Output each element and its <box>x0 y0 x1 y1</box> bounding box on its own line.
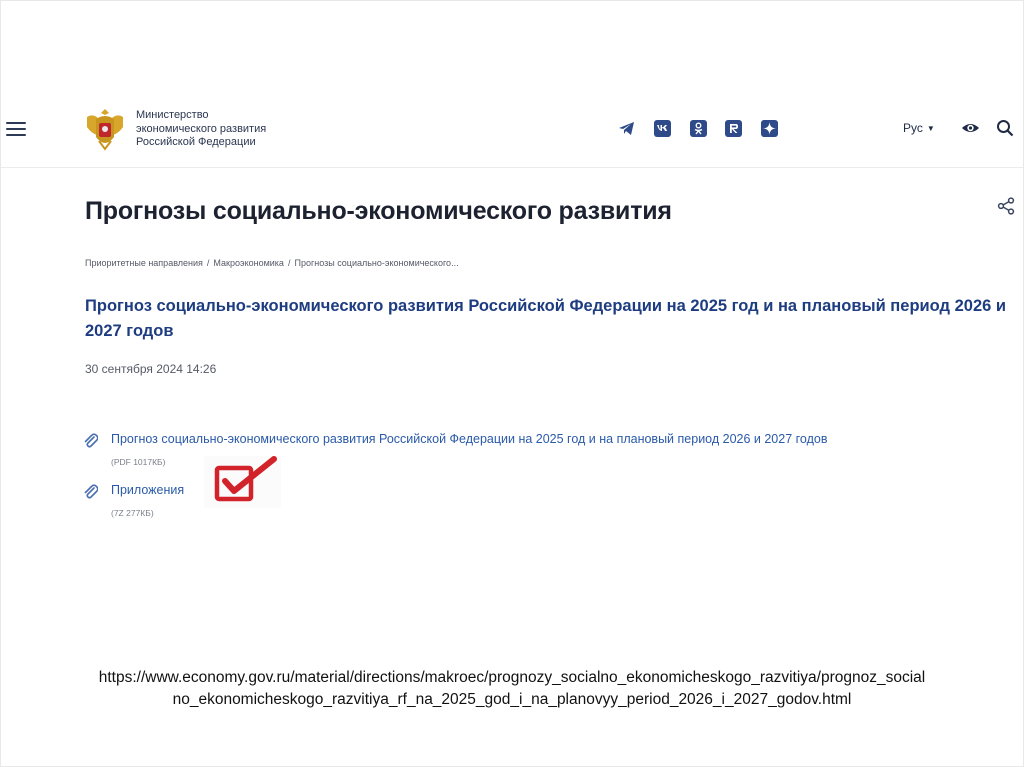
odnoklassniki-icon[interactable] <box>690 120 707 137</box>
telegram-icon[interactable] <box>618 120 635 137</box>
source-url-line-1: https://www.economy.gov.ru/material/directions/makroec/prognozy_socialno_ekonomicheskogo_razvitiya/prognoz_social <box>98 669 926 686</box>
breadcrumb-separator: / <box>206 258 210 268</box>
publication-date: 30 сентября 2024 14:26 <box>85 362 217 376</box>
breadcrumb <box>85 258 459 268</box>
ministry-name[interactable] <box>136 109 306 150</box>
page-title: Прогнозы социально-экономического развития <box>85 197 672 225</box>
share-icon[interactable] <box>997 197 1015 215</box>
eye-icon[interactable] <box>961 120 980 136</box>
breadcrumb-item-forecasts[interactable]: Прогнозы социально-экономического... <box>294 258 459 268</box>
ministry-name-line-1: Министерство <box>136 109 209 121</box>
source-url-line-2: no_ekonomicheskogo_razvitiya_rf_na_2025_god_i_na_planovyy_period_2026_i_2027_godov.html <box>172 691 852 708</box>
source-url-caption <box>1 667 1023 711</box>
breadcrumb-item-macroeconomics[interactable]: Макроэкономика <box>213 258 284 268</box>
breadcrumb-item-priority-directions[interactable]: Приоритетные направления <box>85 258 203 268</box>
file-meta-appendices: (7Z 277КБ) <box>111 508 154 518</box>
caret-down-icon: ▼ <box>926 124 935 133</box>
file-link-forecast-pdf[interactable]: Прогноз социально-экономического развития Российской Федерации на 2025 год и на плановый период 2026 и 2027 годов <box>111 432 828 446</box>
language-selector[interactable] <box>903 121 935 135</box>
paperclip-icon <box>83 484 98 499</box>
website-screenshot <box>1 91 1023 541</box>
ministry-name-line-2: экономического развития <box>136 122 267 135</box>
ministry-name-line-3: Российской Федерации <box>136 136 256 148</box>
breadcrumb-separator: / <box>287 258 291 268</box>
search-icon[interactable] <box>996 119 1014 137</box>
language-label: Рус <box>903 121 923 135</box>
menu-icon[interactable] <box>6 122 26 136</box>
dzen-icon[interactable] <box>761 120 778 137</box>
paperclip-icon <box>83 433 98 448</box>
rutube-icon[interactable] <box>725 120 742 137</box>
coat-of-arms-logo[interactable] <box>83 105 127 153</box>
red-checkmark-icon <box>204 456 281 508</box>
document-title: Прогноз социально-экономического развития Российской Федерации на 2025 год и на плановый период 2026 и 2027 годов <box>85 297 1007 340</box>
site-header <box>1 91 1023 168</box>
file-link-appendices[interactable]: Приложения <box>111 483 185 497</box>
file-meta-forecast-pdf: (PDF 1017КБ) <box>111 457 166 467</box>
vk-icon[interactable] <box>654 120 671 137</box>
